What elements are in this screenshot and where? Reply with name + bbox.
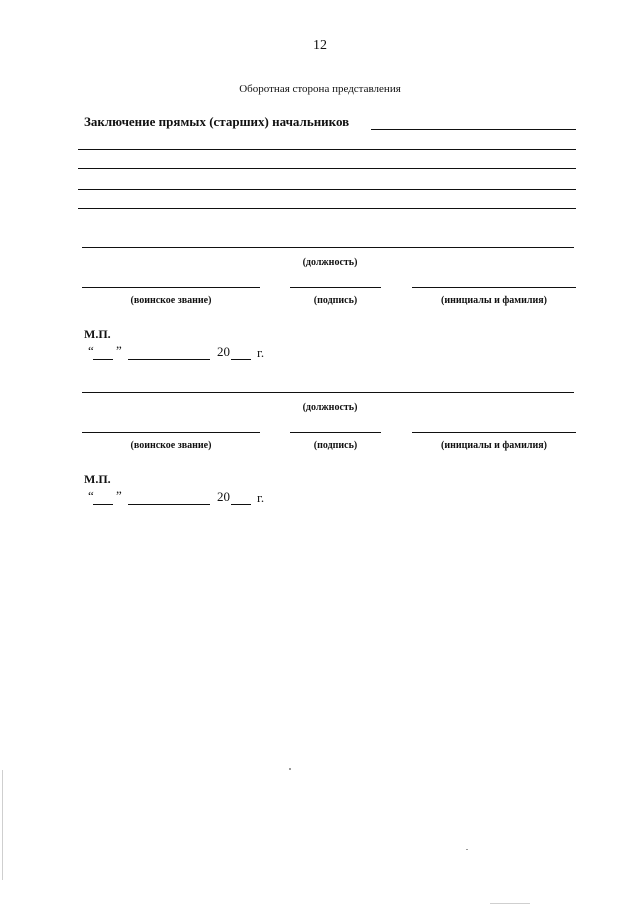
writing-line-3 [78,189,576,190]
scan-speck [466,849,468,850]
name-line [412,432,576,433]
position-line [82,392,574,393]
heading-fill-line [371,129,576,130]
signature-caption: (подпись) [313,295,358,306]
date-year-line [231,504,251,505]
name-caption: (инициалы и фамилия) [440,295,547,306]
stamp-label: М.П. [84,472,111,486]
signature-caption: (подпись) [313,440,358,451]
date-year-suffix: г. [257,345,265,360]
date-month-line [128,359,210,360]
position-caption: (должность) [302,257,358,268]
rank-caption: (воинское звание) [130,440,212,451]
scan-speck [289,768,291,770]
writing-line-2 [78,168,576,169]
date-open-quote: “ [88,343,94,358]
document-subtitle: Оборотная сторона представления [239,83,401,95]
date-close-quote: ” [116,343,122,358]
name-line [412,287,576,288]
rank-line [82,287,260,288]
signature-line [290,432,381,433]
date-close-quote: ” [116,488,122,503]
scan-edge-mark [2,770,3,880]
scan-edge-mark [490,903,530,904]
rank-line [82,432,260,433]
name-caption: (инициалы и фамилия) [440,440,547,451]
date-year-prefix: 20 [217,489,230,504]
rank-caption: (воинское звание) [130,295,212,306]
date-year-suffix: г. [257,490,265,505]
writing-line-4 [78,208,576,209]
date-open-quote: “ [88,488,94,503]
date-day-line [93,359,113,360]
conclusion-heading: Заключение прямых (старших) начальников [84,114,350,129]
stamp-label: М.П. [84,327,111,341]
position-caption: (должность) [302,402,358,413]
date-year-line [231,359,251,360]
signature-line [290,287,381,288]
date-month-line [128,504,210,505]
position-line [82,247,574,248]
date-year-prefix: 20 [217,344,230,359]
writing-line-1 [78,149,576,150]
date-day-line [93,504,113,505]
page-number: 12 [313,38,327,53]
